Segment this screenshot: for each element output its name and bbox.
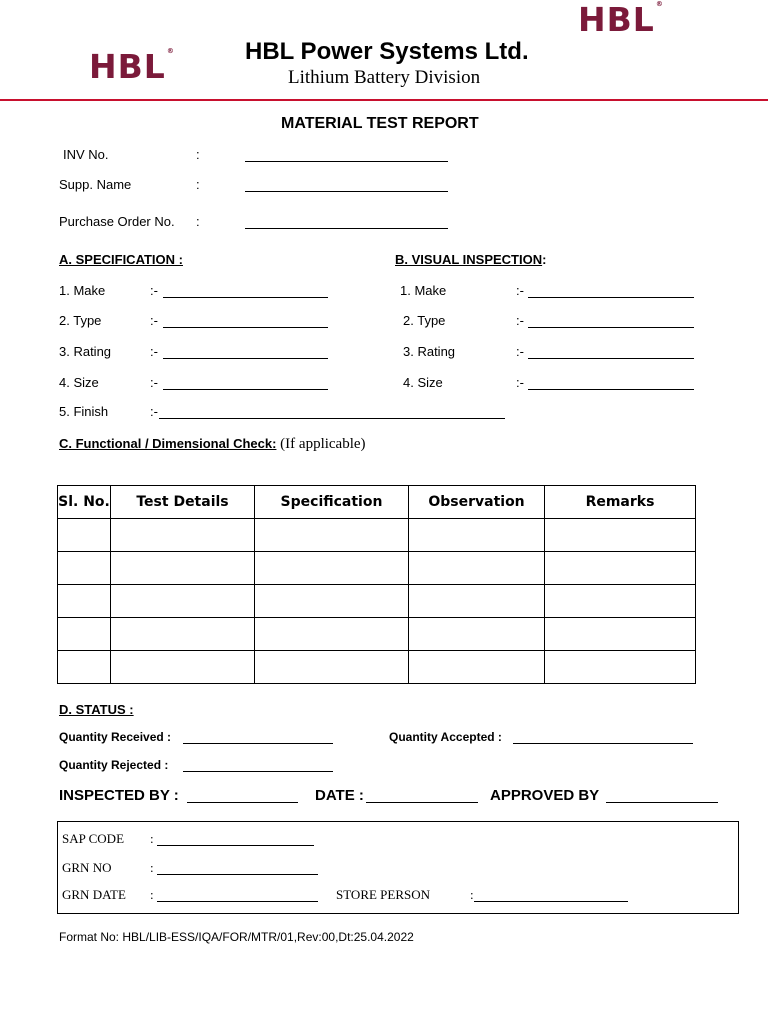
visual-make-sep: :- xyxy=(516,283,524,298)
visual-rating-label: 3. Rating xyxy=(403,344,456,359)
table-cell[interactable] xyxy=(545,519,696,552)
po-no-label: Purchase Order No. xyxy=(59,214,175,229)
spec-rating-label: 3. Rating xyxy=(59,344,112,359)
spec-make-label: 1. Make xyxy=(59,283,106,298)
table-cell[interactable] xyxy=(255,585,409,618)
table-cell[interactable] xyxy=(58,585,111,618)
table-cell[interactable] xyxy=(409,651,545,684)
grn-date-sep: : xyxy=(150,887,154,902)
section-b-colon: : xyxy=(542,252,547,267)
section-c-title: C. Functional / Dimensional Check: xyxy=(59,436,277,451)
col-sl-no: Sl. No. xyxy=(58,486,111,519)
visual-type-label: 2. Type xyxy=(403,313,446,328)
section-d-title: D. STATUS : xyxy=(59,702,134,717)
table-row xyxy=(58,651,696,684)
spec-rating-sep: :- xyxy=(150,344,158,359)
table-cell[interactable] xyxy=(58,519,111,552)
inspected-by-field[interactable] xyxy=(187,790,298,808)
logo-top-right xyxy=(578,0,664,39)
visual-rating-sep: :- xyxy=(516,344,524,359)
grn-no-label: GRN NO xyxy=(62,860,112,875)
format-no: Format No: HBL/LIB-ESS/IQA/FOR/MTR/01,Rev:00,Dt:25.04.2022 xyxy=(59,930,414,944)
section-c-heading xyxy=(59,435,366,453)
grn-no-field[interactable] xyxy=(157,862,318,880)
table-cell[interactable] xyxy=(255,552,409,585)
spec-type-label: 2. Type xyxy=(59,313,102,328)
sap-code-sep: : xyxy=(150,831,154,846)
table-row xyxy=(58,618,696,651)
table-cell[interactable] xyxy=(545,585,696,618)
spec-rating-field[interactable] xyxy=(163,346,328,364)
col-test-details: Test Details xyxy=(111,486,255,519)
store-person-label: STORE PERSON xyxy=(336,887,431,902)
spec-finish-field[interactable] xyxy=(159,406,505,424)
store-person-field[interactable] xyxy=(474,889,628,907)
logo-left xyxy=(89,47,175,86)
section-b-title: B. VISUAL INSPECTION xyxy=(395,252,543,267)
table-row xyxy=(58,519,696,552)
table-cell[interactable] xyxy=(409,585,545,618)
table-cell[interactable] xyxy=(409,618,545,651)
table-cell[interactable] xyxy=(111,585,255,618)
spec-size-label: 4. Size xyxy=(59,375,99,390)
grn-date-field[interactable] xyxy=(157,889,318,907)
supp-name-field[interactable] xyxy=(245,179,448,197)
table-cell[interactable] xyxy=(409,519,545,552)
spec-finish-sep: :- xyxy=(150,404,158,419)
registered-mark: ® xyxy=(166,47,175,55)
qty-accepted-field[interactable] xyxy=(513,731,693,749)
table-cell[interactable] xyxy=(255,651,409,684)
spec-size-field[interactable] xyxy=(163,377,328,395)
spec-size-sep: :- xyxy=(150,375,158,390)
store-person-sep: : xyxy=(470,887,474,902)
table-cell[interactable] xyxy=(111,519,255,552)
supp-name-sep: : xyxy=(196,177,200,192)
col-observation: Observation xyxy=(409,486,545,519)
table-cell[interactable] xyxy=(58,618,111,651)
table-cell[interactable] xyxy=(545,651,696,684)
inv-no-label: INV No. xyxy=(63,147,109,162)
inv-no-sep: : xyxy=(196,147,200,162)
section-b-heading xyxy=(395,252,546,267)
qty-rejected-label: Quantity Rejected : xyxy=(59,758,169,772)
date-label: DATE : xyxy=(315,787,364,804)
visual-size-label: 4. Size xyxy=(403,375,443,390)
table-cell[interactable] xyxy=(255,519,409,552)
logo-text: HBL xyxy=(578,0,655,39)
visual-make-label: 1. Make xyxy=(400,283,447,298)
col-specification: Specification xyxy=(255,486,409,519)
visual-rating-field[interactable] xyxy=(528,346,694,364)
section-a-title: A. SPECIFICATION : xyxy=(59,252,183,267)
inspected-by-label: INSPECTED BY : xyxy=(59,787,179,804)
sap-code-label: SAP CODE xyxy=(62,831,125,846)
header-rule xyxy=(0,99,768,101)
qty-received-field[interactable] xyxy=(183,731,333,749)
table-cell[interactable] xyxy=(409,552,545,585)
registered-mark: ® xyxy=(655,0,664,8)
table-cell[interactable] xyxy=(111,552,255,585)
grn-date-label: GRN DATE xyxy=(62,887,126,902)
table-row xyxy=(58,585,696,618)
visual-type-field[interactable] xyxy=(528,315,694,333)
table-row xyxy=(58,552,696,585)
table-header-row xyxy=(58,486,696,519)
qty-received-label: Quantity Received : xyxy=(59,730,172,744)
table-cell[interactable] xyxy=(255,618,409,651)
logo-text: HBL xyxy=(89,47,166,86)
company-name: HBL Power Systems Ltd. xyxy=(245,38,529,65)
report-title: MATERIAL TEST REPORT xyxy=(281,115,479,132)
approved-by-field[interactable] xyxy=(606,790,718,808)
spec-type-sep: :- xyxy=(150,313,158,328)
spec-finish-label: 5. Finish xyxy=(59,404,109,419)
qty-accepted-label: Quantity Accepted : xyxy=(389,730,502,744)
table-cell[interactable] xyxy=(111,618,255,651)
col-remarks: Remarks xyxy=(545,486,696,519)
sap-code-field[interactable] xyxy=(157,833,314,851)
visual-type-sep: :- xyxy=(516,313,524,328)
qty-rejected-field[interactable] xyxy=(183,759,333,777)
grn-no-sep: : xyxy=(150,860,154,875)
inv-no-field[interactable] xyxy=(245,149,448,167)
division-name: Lithium Battery Division xyxy=(288,67,481,88)
visual-size-sep: :- xyxy=(516,375,524,390)
approved-by-label: APPROVED BY xyxy=(490,787,600,804)
spec-type-field[interactable] xyxy=(163,315,328,333)
supp-name-label: Supp. Name xyxy=(59,177,132,192)
spec-make-sep: :- xyxy=(150,283,158,298)
date-field[interactable] xyxy=(366,790,478,808)
section-c-note: (If applicable) xyxy=(276,436,366,452)
visual-size-field[interactable] xyxy=(528,377,694,395)
table-cell[interactable] xyxy=(58,552,111,585)
po-no-sep: : xyxy=(196,214,200,229)
table-cell[interactable] xyxy=(545,618,696,651)
table-cell[interactable] xyxy=(545,552,696,585)
spec-make-field[interactable] xyxy=(163,285,328,303)
visual-make-field[interactable] xyxy=(528,285,694,303)
table-cell[interactable] xyxy=(58,651,111,684)
table-cell[interactable] xyxy=(111,651,255,684)
po-no-field[interactable] xyxy=(245,216,448,234)
test-details-table xyxy=(57,485,696,684)
